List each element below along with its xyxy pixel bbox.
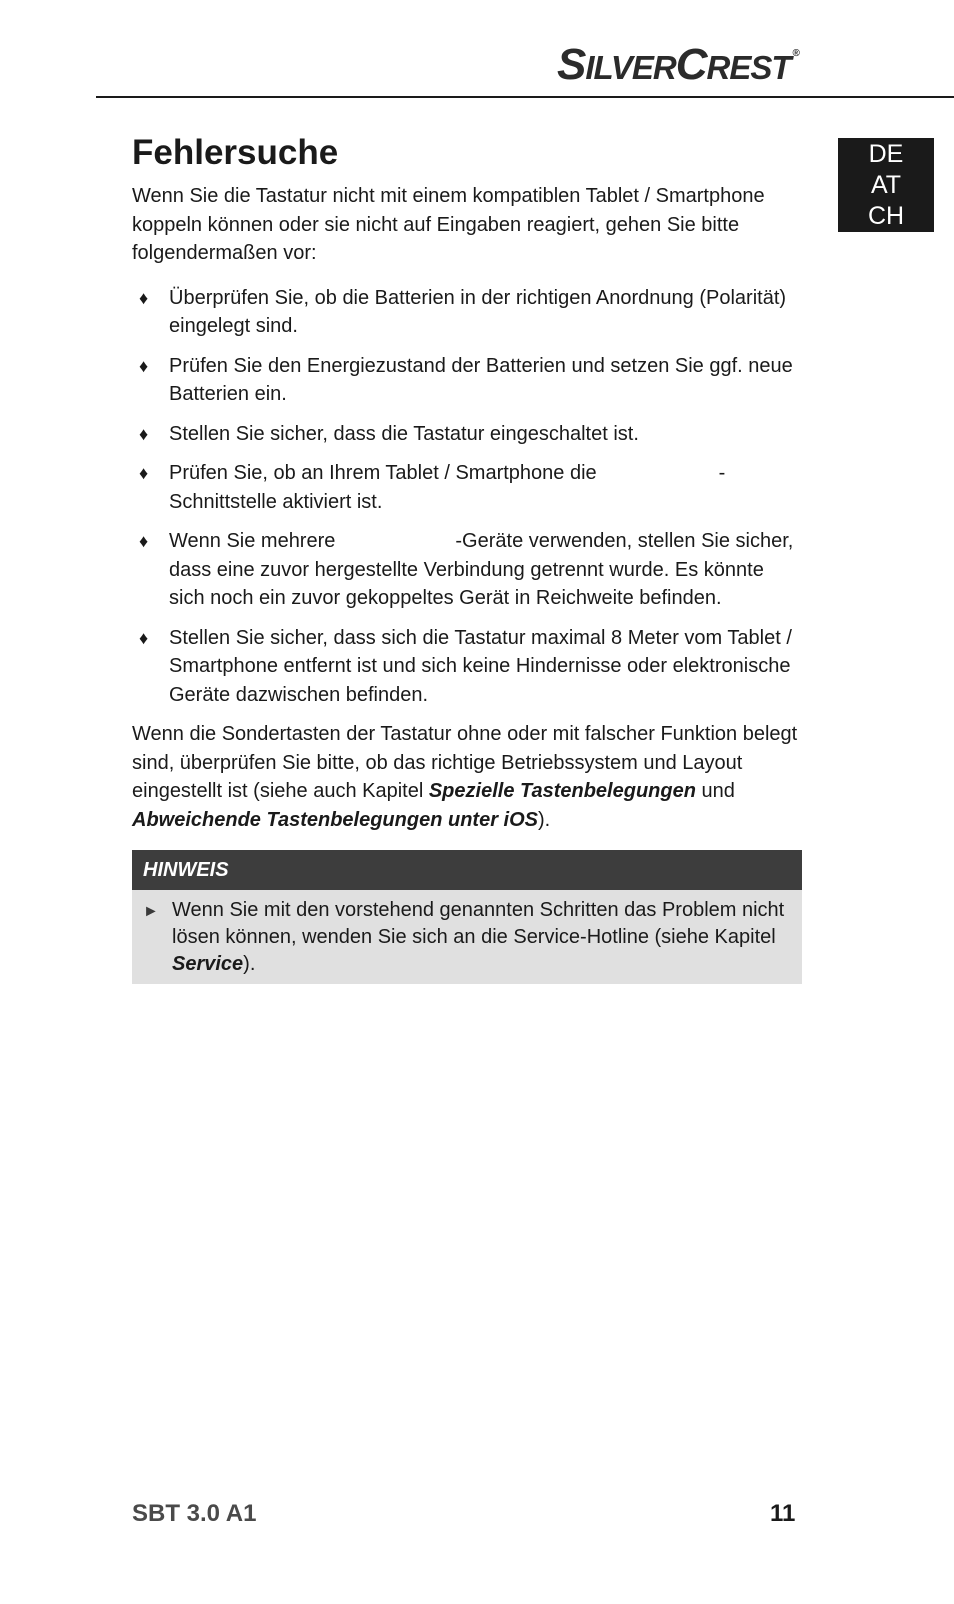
list-item: [132, 624, 802, 710]
note-box: [132, 850, 802, 984]
diamond-bullet-icon: ♦: [139, 423, 149, 444]
main-content: [132, 130, 802, 984]
list-item-text: Wenn Sie mehrere: [169, 530, 336, 552]
logo-text: REST: [706, 49, 791, 86]
chapter-reference: Spezielle Tastenbelegungen: [428, 780, 696, 802]
list-item: [132, 420, 802, 449]
language-tab: [838, 138, 934, 232]
list-item-text: Prüfen Sie, ob an Ihrem Tablet / Smartphone die: [169, 462, 597, 484]
header-rule: [96, 96, 954, 98]
note-text: Wenn Sie mit den vorstehend genannten Schritten das Problem nicht lösen können, wenden Sie sich an die Service-Hotline (siehe Kapitel: [172, 899, 785, 948]
list-item-text: Überprüfen Sie, ob die Batterien in der richtigen Anordnung (Polarität) eingelegt sind.: [169, 286, 787, 337]
diamond-bullet-icon: ♦: [139, 463, 149, 483]
page-title: Fehlersuche: [132, 133, 339, 172]
logo-letter: S: [557, 40, 586, 89]
note-body: [132, 890, 802, 984]
registered-mark: ®: [792, 48, 799, 59]
paragraph-text: ).: [538, 808, 551, 831]
list-item: [132, 459, 802, 516]
logo-text: ILVER: [585, 49, 676, 86]
list-item: [132, 284, 802, 341]
list-item-text: -Geräte verwenden, stellen Sie sicher, dass eine zuvor hergestellte Verbindung getrennt wurde. Es könnte sich noch ein zuvor gekoppeltes Gerät in Reichweite befinden.: [169, 530, 794, 609]
diamond-bullet-icon: ♦: [139, 355, 149, 376]
list-item-text: Stellen Sie sicher, dass die Tastatur eingeschaltet ist.: [169, 422, 639, 445]
lang-at: AT: [870, 170, 902, 199]
list-item: [132, 352, 802, 409]
list-item-text: Prüfen Sie den Energiezustand der Batterien und setzen Sie ggf. neue Batterien ein.: [169, 354, 793, 405]
paragraph-text: Wenn die Sondertasten der Tastatur ohne oder mit falscher Funktion belegt sind, überprüfen Sie bitte, ob das richtige Betriebssystem und Layout eingestellt ist (siehe auch Kapitel: [132, 723, 798, 802]
list-item-text: -Schnittstelle aktiviert ist.: [169, 462, 726, 513]
lang-ch: CH: [867, 201, 905, 230]
special-keys-paragraph: [132, 720, 802, 834]
chapter-reference: Abweichende Tastenbelegungen unter iOS: [132, 808, 538, 831]
diamond-bullet-icon: ♦: [139, 287, 149, 308]
diamond-bullet-icon: ♦: [139, 531, 149, 551]
diamond-bullet-icon: ♦: [139, 627, 149, 648]
footer-model-number: SBT 3.0 A1: [132, 1500, 257, 1527]
note-heading: HINWEIS: [132, 850, 802, 890]
list-item: [132, 527, 802, 613]
lang-de: DE: [868, 139, 904, 168]
page-number: 11: [770, 1500, 796, 1527]
arrow-right-icon: ►: [143, 903, 159, 920]
paragraph-text: und: [695, 780, 735, 802]
logo-letter: C: [675, 40, 707, 89]
chapter-reference: Service: [172, 953, 244, 975]
intro-paragraph: Wenn Sie die Tastatur nicht mit einem kompatiblen Tablet / Smartphone koppeln können oder sie nicht auf Eingaben reagiert, gehen Sie bitte folgendermaßen vor:: [132, 185, 765, 264]
note-text: ).: [243, 953, 256, 975]
brand-logo: [557, 40, 847, 89]
troubleshooting-list: [132, 284, 802, 710]
list-item-text: Stellen Sie sicher, dass sich die Tastatur maximal 8 Meter vom Tablet / Smartphone entfernt ist und sich keine Hindernisse oder elektronische Geräte dazwischen befinden.: [169, 626, 792, 706]
